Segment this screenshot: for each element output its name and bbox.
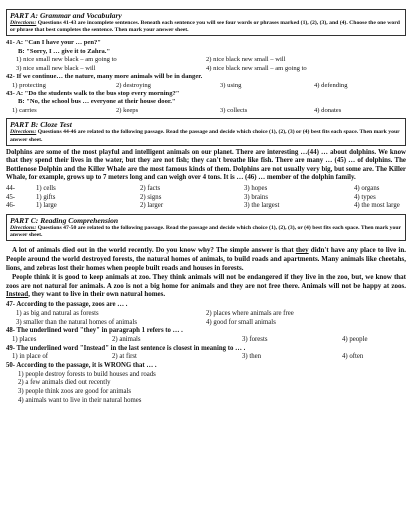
q44-number: 44- <box>6 184 16 192</box>
exam-page <box>6 0 406 405</box>
q44-option-2[interactable]: 2) facts <box>140 184 161 192</box>
q42-option-2[interactable]: 2) destroying <box>116 81 151 89</box>
q44-option-1[interactable]: 1) cells <box>36 184 56 192</box>
q41-option-2[interactable]: 2) nice black new small – will <box>206 56 286 64</box>
q47-option-4[interactable]: 4) good for small animals <box>206 318 276 326</box>
question-49 <box>6 345 406 362</box>
q48-stem: 48- The underlined word "they" in paragraph 1 refers to … . <box>6 327 183 335</box>
q45-number: 45- <box>6 193 16 201</box>
q43-line-b: B: "No, the school bus … everyone at their house door." <box>18 98 176 106</box>
q49-option-4[interactable]: 4) often <box>342 353 364 361</box>
q50-option-1[interactable]: 1) people destroy forests to build houses and roads <box>18 370 156 378</box>
q47-option-1[interactable]: 1) as big and natural as forests <box>16 309 99 317</box>
q50-option-4[interactable]: 4) animals want to live in their natural homes <box>18 396 142 404</box>
underlined-they: they <box>295 246 309 255</box>
q41-option-3[interactable]: 3) nice small new black – will <box>16 64 96 72</box>
part-b-directions <box>10 129 402 143</box>
q46-option-3[interactable]: 3) the largest <box>244 202 280 210</box>
part-a-header <box>6 9 406 36</box>
q47-stem: 47- According to the passage, zoos are … . <box>6 301 128 309</box>
part-c-directions <box>10 225 402 239</box>
q49-option-2[interactable]: 2) at first <box>112 353 137 361</box>
q49-options <box>6 353 406 362</box>
q43-option-1[interactable]: 1) carries <box>12 106 37 114</box>
q43-options <box>6 107 406 115</box>
p1-text-a: A lot of animals died out in the world recently. Do you know why? The simple answer is that <box>12 246 296 255</box>
underlined-instead: Instead <box>6 290 29 299</box>
q43-line-a: 43- A: "Do the students walk to the bus stop every morning?" <box>6 89 180 97</box>
q45-row <box>6 194 406 203</box>
q49-stem: 49- The underlined word "Instead" in the last sentence is closest in meaning to … . <box>6 344 246 352</box>
q43-option-3[interactable]: 3) collects <box>220 106 248 114</box>
q42-option-1[interactable]: 1) protecting <box>12 81 46 89</box>
directions-label: Directions: <box>10 20 37 27</box>
question-42 <box>6 73 406 90</box>
directions-text: Questions 41-43 are incomplete sentences. Beneath each sentence you will see four words or phrases marked (1), (2), (3), and (4). Choose the one word or phrase that best completes the sentence. Then mark your answer sheet. <box>10 20 400 34</box>
q46-option-1[interactable]: 1) large <box>36 202 57 210</box>
question-41 <box>6 39 406 73</box>
q47-option-2[interactable]: 2) places where animals are free <box>206 309 294 317</box>
q50-option-3[interactable]: 3) people think zoos are good for animals <box>18 388 132 396</box>
q49-option-3[interactable]: 3) then <box>242 353 262 361</box>
p2-text-a: People think it is good to keep animals at zoo. They think animals will not be endangered if they live in the zoo, but, we know that zoos are not natural for animals. A zoo is not a big home for animals and they are not free there. Animals will not be happy at zoos. <box>6 272 406 290</box>
q48-options <box>6 336 406 345</box>
part-c-title: PART C: Reading Comprehension <box>10 215 119 225</box>
q47-option-3[interactable]: 3) smaller than the natural homes of animals <box>16 318 137 326</box>
q41-options <box>6 56 406 73</box>
part-a-directions <box>10 20 402 34</box>
q43-option-4[interactable]: 4) donates <box>314 106 342 114</box>
q45-option-1[interactable]: 1) gifts <box>36 193 56 201</box>
q44-option-4[interactable]: 4) organs <box>354 184 380 192</box>
q50-option-2[interactable]: 2) a few animals died out recently <box>18 379 111 387</box>
q46-option-2[interactable]: 2) larger <box>140 202 164 210</box>
passage-paragraph-2 <box>6 273 406 299</box>
p1-text-b: didn't have any place to live in. People around the world destroyed forests, the natural homes of animals, to build roads and apartments. Many animals like cheetahs, lions, and zebras lost their homes when people built roads and houses in forests. <box>6 246 406 272</box>
q48-option-4[interactable]: 4) people <box>342 335 368 343</box>
question-47 <box>6 301 406 327</box>
part-b-header <box>6 118 406 145</box>
q45-option-2[interactable]: 2) signs <box>140 193 162 201</box>
q43-option-2[interactable]: 2) keeps <box>116 106 139 114</box>
q49-option-1[interactable]: 1) in place of <box>12 353 49 361</box>
directions-label: Directions: <box>10 129 37 136</box>
q42-options <box>6 82 406 90</box>
part-b-title: PART B: Cloze Test <box>10 120 72 130</box>
passage-paragraph-1 <box>6 246 406 272</box>
q41-line-a: 41- A: "Can I have your … pen?" <box>6 39 101 47</box>
directions-label: Directions: <box>10 225 37 232</box>
p2-text-b: , they want to live in their own natural homes. <box>28 290 166 299</box>
question-48 <box>6 327 406 344</box>
cloze-options <box>6 185 406 211</box>
q42-option-3[interactable]: 3) using <box>220 81 242 89</box>
part-a-title: PART A: Grammar and Vocabulary <box>10 11 122 20</box>
q46-number: 46- <box>6 202 16 210</box>
cloze-passage: Dolphins are some of the most playful and intelligent animals on our planet. There are interesting …(44) … about dolphins. We know that they spend their lives in the water, but they are not fish; they can't breathe like fish. There are many … (45) … of dolphins. The Bottlenose Dolphin and the Killer Whale are the most famous kinds of them. Dolphins are not usually very big, but some are. The Killer Whale, for example, grows up to 7 meters long and can weigh over 4 tons. It is … (46) … member of the dolphin family. <box>6 148 406 182</box>
q48-option-3[interactable]: 3) forests <box>242 335 268 343</box>
q47-options <box>6 310 406 327</box>
question-50 <box>6 362 406 405</box>
question-43 <box>6 90 406 115</box>
q45-option-3[interactable]: 3) brains <box>244 193 268 201</box>
q45-option-4[interactable]: 4) types <box>354 193 376 201</box>
directions-text: Questions 44-46 are related to the following passage. Read the passage and decide which choice (1), (2), (3) or (4) best fits each space. Then mark your answer sheet. <box>10 129 400 143</box>
q42-option-4[interactable]: 4) defending <box>314 81 348 89</box>
q44-option-3[interactable]: 3) hopes <box>244 184 268 192</box>
q46-row <box>6 202 406 211</box>
q41-line-b: B: "Sorry, I … give it to Zahra." <box>18 47 111 55</box>
q41-option-1[interactable]: 1) nice small new black – am going to <box>16 56 117 64</box>
part-c-header <box>6 214 406 241</box>
q44-row <box>6 185 406 194</box>
q50-stem: 50- According to the passage, it is WRONG that … . <box>6 362 157 370</box>
q48-option-2[interactable]: 2) animals <box>112 335 141 343</box>
q41-option-4[interactable]: 4) nice black new small – am going to <box>206 64 307 72</box>
directions-text: Questions 47-50 are related to the following passage. Read the passage and decide which choice (1), (2), (3), or (4) best fits each space. Then mark your answer sheet. <box>10 225 401 239</box>
q48-option-1[interactable]: 1) places <box>12 335 37 343</box>
reading-passage <box>6 246 406 299</box>
q42-stem: 42- If we continue… the nature, many more animals will be in danger. <box>6 73 203 81</box>
q46-option-4[interactable]: 4) the most large <box>354 202 400 210</box>
